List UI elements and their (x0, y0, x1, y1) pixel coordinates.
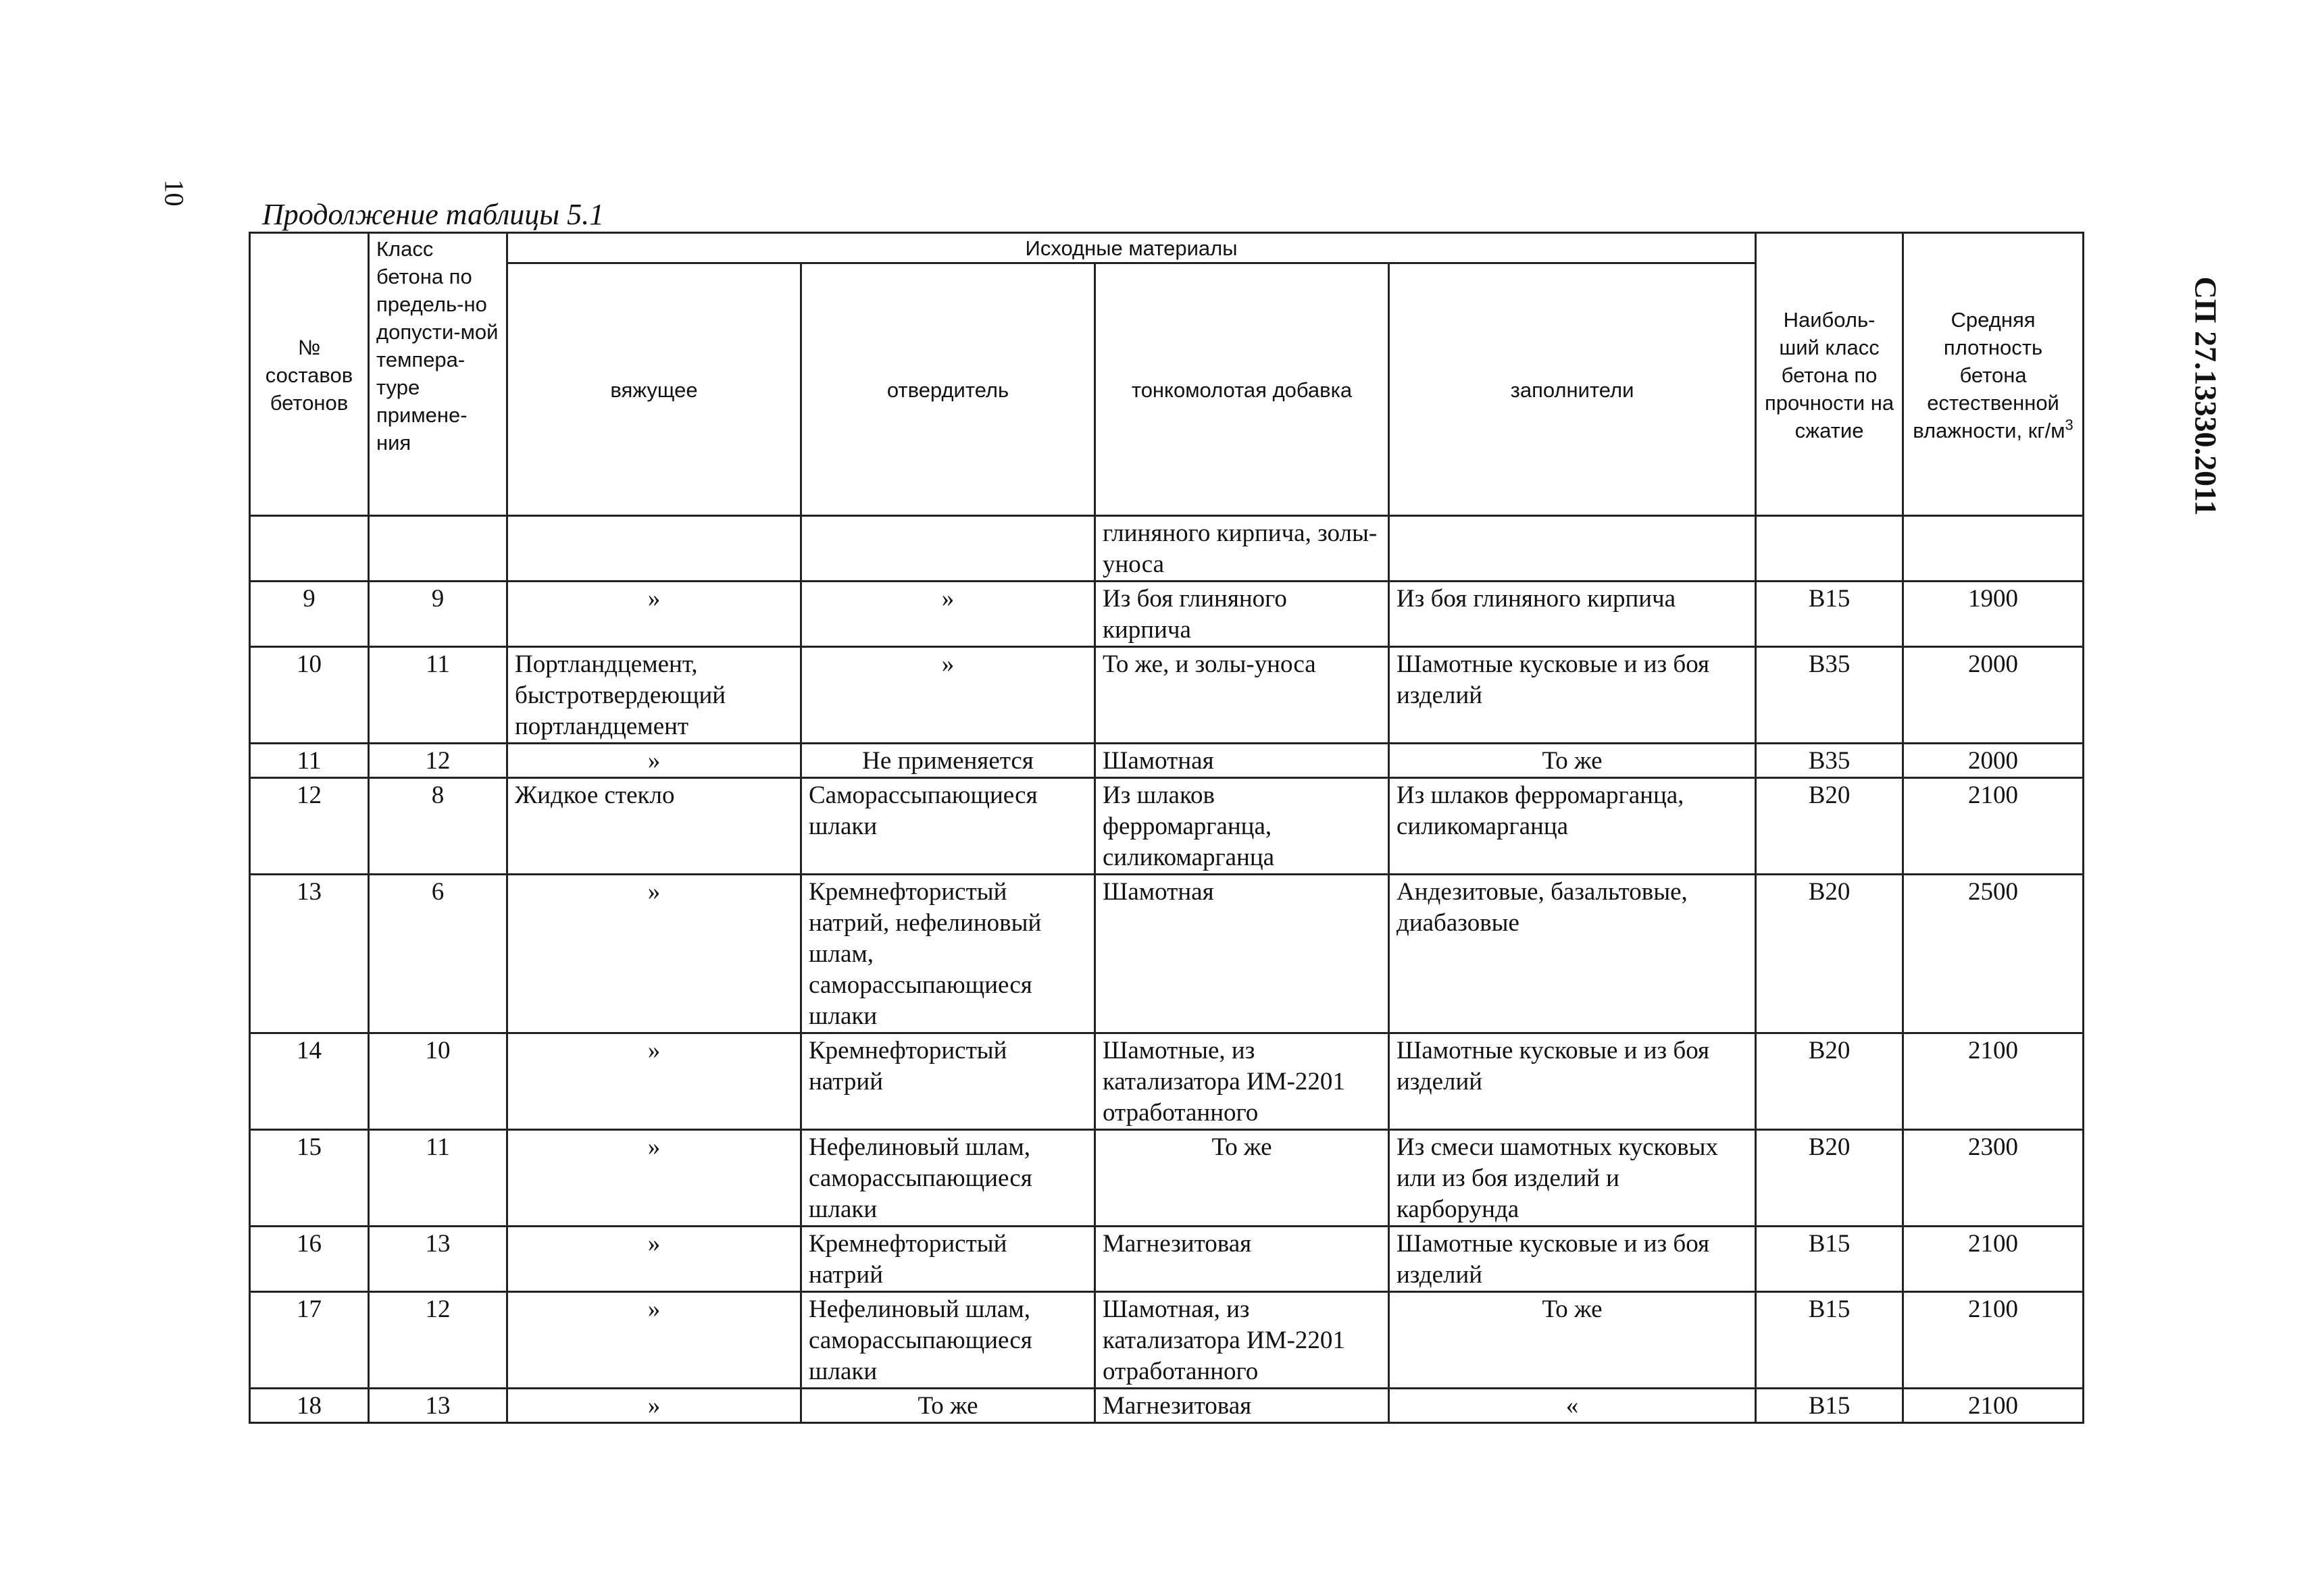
cell-max-class: B35 (1756, 647, 1903, 744)
cell-hardener (801, 516, 1095, 582)
cell-density: 1900 (1903, 582, 2084, 647)
cell-fillers: Шамотные кусковые и из боя изделий (1389, 1227, 1756, 1292)
cell-class-temperature: 8 (369, 778, 507, 875)
cell-number: 10 (250, 647, 369, 744)
cell-max-class: B20 (1756, 1033, 1903, 1130)
cell-fillers: Шамотные кусковые и из боя изделий (1389, 647, 1756, 744)
cell-additive: глиняного кирпича, золы-уноса (1095, 516, 1389, 582)
table-row (250, 875, 2084, 1033)
table-body (250, 516, 2084, 1423)
table-row (250, 582, 2084, 647)
cell-hardener: Саморассыпающиеся шлаки (801, 778, 1095, 875)
cell-density: 2100 (1903, 1389, 2084, 1423)
cell-density: 2500 (1903, 875, 2084, 1033)
header-additive: тонкомолотая добавка (1095, 263, 1389, 516)
cell-number: 16 (250, 1227, 369, 1292)
cell-hardener: Нефелиновый шлам, саморассыпающиеся шлаки (801, 1292, 1095, 1389)
cell-number: 12 (250, 778, 369, 875)
cell-number: 18 (250, 1389, 369, 1423)
cell-fillers: Из шлаков ферромарганца, силикомарганца (1389, 778, 1756, 875)
table-row (250, 1033, 2084, 1130)
cell-binder: » (507, 744, 801, 778)
header-hardener: отвердитель (801, 263, 1095, 516)
cell-fillers (1389, 516, 1756, 582)
cell-max-class: B35 (1756, 744, 1903, 778)
cell-binder: » (507, 1033, 801, 1130)
cell-fillers: То же (1389, 744, 1756, 778)
cell-density: 2100 (1903, 1292, 2084, 1389)
cell-binder: » (507, 1227, 801, 1292)
cell-hardener: Кремнефтористый натрий, нефелиновый шлам, саморассыпающиеся шлаки (801, 875, 1095, 1033)
cell-class-temperature: 10 (369, 1033, 507, 1130)
cell-number: 15 (250, 1130, 369, 1227)
cell-density: 2100 (1903, 778, 2084, 875)
cell-max-class: B15 (1756, 1389, 1903, 1423)
cell-fillers: То же (1389, 1292, 1756, 1389)
cell-hardener: Кремнефтористый натрий (801, 1033, 1095, 1130)
cell-binder: Портландцемент, быстротвердеющий портландцемент (507, 647, 801, 744)
table-row (250, 778, 2084, 875)
cell-hardener: » (801, 582, 1095, 647)
cell-hardener: Кремнефтористый натрий (801, 1227, 1095, 1292)
cell-class-temperature: 11 (369, 647, 507, 744)
cell-class-temperature: 13 (369, 1389, 507, 1423)
cell-binder: » (507, 582, 801, 647)
table-row (250, 744, 2084, 778)
cell-hardener: То же (801, 1389, 1095, 1423)
header-row (250, 233, 2084, 263)
cell-class-temperature: 13 (369, 1227, 507, 1292)
cell-density: 2100 (1903, 1227, 2084, 1292)
cell-class-temperature: 12 (369, 1292, 507, 1389)
cell-class-temperature: 6 (369, 875, 507, 1033)
cell-max-class: B15 (1756, 1292, 1903, 1389)
cell-additive: Из боя глиняного кирпича (1095, 582, 1389, 647)
header-fillers: заполнители (1389, 263, 1756, 516)
cell-fillers: « (1389, 1389, 1756, 1423)
cell-fillers: Из смеси шамотных кусковых или из боя изделий и карборунда (1389, 1130, 1756, 1227)
cell-number: 13 (250, 875, 369, 1033)
cell-max-class: B20 (1756, 1130, 1903, 1227)
cell-additive: Магнезитовая (1095, 1389, 1389, 1423)
table-row (250, 516, 2084, 582)
cell-number: 14 (250, 1033, 369, 1130)
table-row (250, 1389, 2084, 1423)
cell-additive: Магнезитовая (1095, 1227, 1389, 1292)
cell-number: 9 (250, 582, 369, 647)
cell-max-class: B15 (1756, 582, 1903, 647)
cell-density: 2000 (1903, 647, 2084, 744)
cell-fillers: Шамотные кусковые и из боя изделий (1389, 1033, 1756, 1130)
cell-class-temperature: 12 (369, 744, 507, 778)
cell-density (1903, 516, 2084, 582)
cell-class-temperature: 9 (369, 582, 507, 647)
cell-max-class: B20 (1756, 875, 1903, 1033)
cell-additive: То же (1095, 1130, 1389, 1227)
table-caption: Продолжение таблицы 5.1 (262, 198, 605, 231)
cell-number: 11 (250, 744, 369, 778)
cell-binder: » (507, 1292, 801, 1389)
header-number: № составов бетонов (250, 233, 369, 516)
header-density (1903, 233, 2084, 516)
cell-additive: Из шлаков ферромарганца, силикомарганца (1095, 778, 1389, 875)
cell-hardener: Нефелиновый шлам, саморассыпающиеся шлаки (801, 1130, 1095, 1227)
cell-binder: » (507, 875, 801, 1033)
document-code: СП 27.13330.2011 (2188, 276, 2223, 516)
cell-additive: Шамотная, из катализатора ИМ-2201 отработанного (1095, 1292, 1389, 1389)
header-class-temperature: Класс бетона по предель-но допусти-мой темпера-туре примене-ния (369, 233, 507, 516)
table-row (250, 1292, 2084, 1389)
page-number: 10 (159, 179, 190, 207)
header-binder: вяжущее (507, 263, 801, 516)
header-source-materials: Исходные материалы (507, 233, 1756, 263)
cell-binder: » (507, 1389, 801, 1423)
cell-fillers: Андезитовые, базальтовые, диабазовые (1389, 875, 1756, 1033)
cell-density: 2100 (1903, 1033, 2084, 1130)
cell-additive: Шамотная (1095, 744, 1389, 778)
cell-number (250, 516, 369, 582)
cell-additive: Шамотная (1095, 875, 1389, 1033)
cell-class-temperature (369, 516, 507, 582)
cell-binder: Жидкое стекло (507, 778, 801, 875)
cell-fillers: Из боя глиняного кирпича (1389, 582, 1756, 647)
cell-max-class (1756, 516, 1903, 582)
table-row (250, 647, 2084, 744)
cell-number: 17 (250, 1292, 369, 1389)
table-row (250, 1130, 2084, 1227)
cell-binder (507, 516, 801, 582)
header-max-class: Наиболь-ший класс бетона по прочности на сжатие (1756, 233, 1903, 516)
cell-density: 2300 (1903, 1130, 2084, 1227)
header-density-text: Средняя плотность бетона естественной влажности, кг/м (1913, 307, 2065, 442)
cell-max-class: B15 (1756, 1227, 1903, 1292)
cell-hardener: » (801, 647, 1095, 744)
cell-density: 2000 (1903, 744, 2084, 778)
table-row (250, 1227, 2084, 1292)
concrete-compositions-table (249, 232, 2084, 1424)
cell-additive: То же, и золы-уноса (1095, 647, 1389, 744)
cell-additive: Шамотные, из катализатора ИМ-2201 отработанного (1095, 1033, 1389, 1130)
cell-max-class: B20 (1756, 778, 1903, 875)
cell-class-temperature: 11 (369, 1130, 507, 1227)
cell-hardener: Не применяется (801, 744, 1095, 778)
header-density-unit-exponent: 3 (2065, 416, 2073, 434)
cell-binder: » (507, 1130, 801, 1227)
